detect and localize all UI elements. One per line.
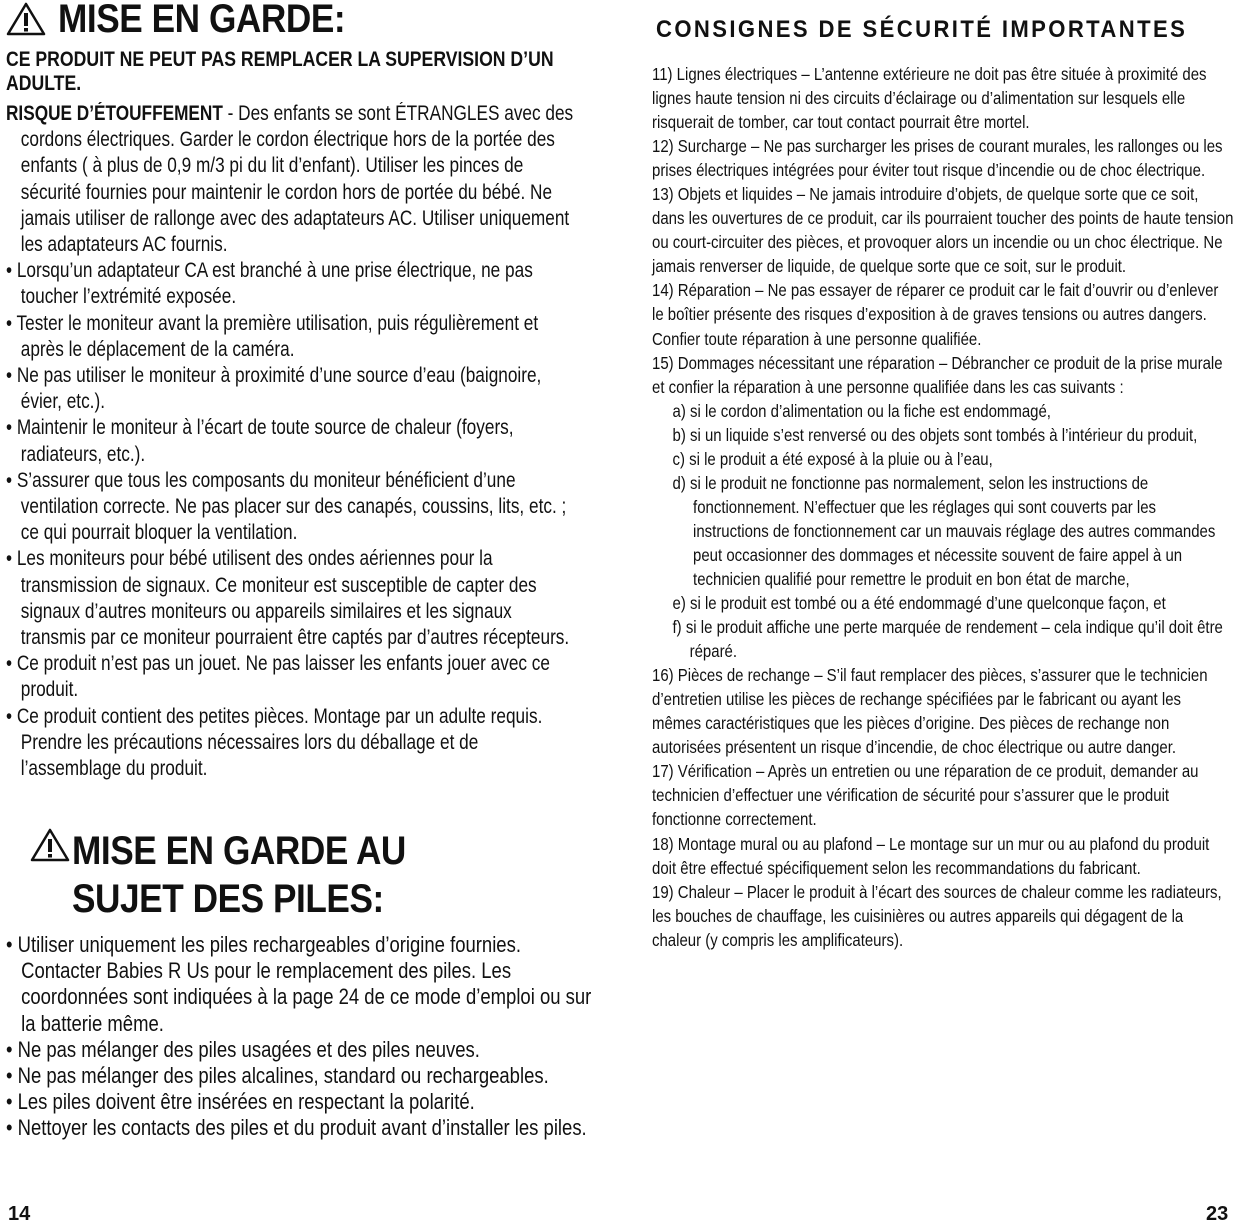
warning-bullet: • Les moniteurs pour bébé utilisent des ondes aériennes pour la transmission de signaux. Ce moniteur est susceptible de capter des signaux d’autres moniteurs ou appareils similaires et les signaux transmis par ce moniteur pourraient être captés par d’autres récepteurs. <box>6 546 580 651</box>
battery-bullet: • Ne pas mélanger des piles usagées et des piles neuves. <box>6 1037 594 1063</box>
instruction-sub-item: f) si le produit affiche une perte marquée de rendement – cela indique qu’il doit être réparé. <box>672 617 1223 662</box>
battery-bullet: • Nettoyer les contacts des piles et du produit avant d’installer les piles. <box>6 1115 594 1141</box>
warning-triangle-icon <box>30 828 70 862</box>
instruction-sub-item: b) si un liquide s’est renversé ou des objets sont tombés à l’intérieur du produit, <box>672 424 1198 445</box>
warning-bullet: • Lorsqu’un adaptateur CA est branché à une prise électrique, ne pas toucher l’extrémité exposée. <box>6 258 580 310</box>
warning-bullet: • Maintenir le moniteur à l’écart de toute source de chaleur (foyers, radiateurs, etc.). <box>6 415 580 467</box>
page-number-left: 14 <box>8 1203 31 1225</box>
instruction-item: 12) Surcharge – Ne pas surcharger les prises de courant murales, les rallonges ou les prises électriques intégrées pour éviter tout risque d’incendie ou de choc électrique. <box>652 136 1223 181</box>
warning-bullet: • Ce produit n’est pas un jouet. Ne pas laisser les enfants jouer avec ce produit. <box>6 651 580 703</box>
warning-bullet: • S’assurer que tous les composants du moniteur bénéficient d’une ventilation correcte. Ne pas placer sur des canapés, coussins, lits, etc. ; ce qui pourrait bloquer la ventilation. <box>6 468 580 547</box>
instruction-item: 17) Vérification – Après un entretien ou une réparation de ce produit, demander au technicien d’effectuer une vérification de sécurité pour s’assurer que le produit fonctionne correctement. <box>652 761 1199 830</box>
warning-lead: CE PRODUIT NE PEUT PAS REMPLACER LA SUPERVISION D’UN ADULTE. <box>6 48 554 95</box>
instruction-item: 18) Montage mural ou au plafond – Le montage sur un mur ou au plafond du produit doit être effectué spécifiquement selon les recommandations du fabricant. <box>652 833 1210 878</box>
battery-warning-heading <box>30 826 451 924</box>
instruction-item: 15) Dommages nécessitant une réparation – Débrancher ce produit de la prise murale et confier la réparation à une personne qualifiée dans les cas suivants : <box>652 352 1223 397</box>
battery-title-line-1: MISE EN GARDE AU <box>72 829 406 873</box>
choking-risk-label: RISQUE D’ÉTOUFFEMENT <box>6 102 223 125</box>
instruction-item: 14) Réparation – Ne pas essayer de réparer ce produit car le fait d’ouvrir ou d’enlever le boîtier présente des risques d’exposition à de graves tensions ou autres dangers. Confier toute réparation à une personne qualifiée. <box>652 280 1219 349</box>
page-number-right: 23 <box>1206 1203 1229 1225</box>
warning-triangle-icon <box>6 2 46 36</box>
battery-bullet: • Ne pas mélanger des piles alcalines, standard ou rechargeables. <box>6 1063 594 1089</box>
battery-warning-list <box>6 932 594 1142</box>
warning-list <box>6 101 580 782</box>
choking-risk-paragraph <box>6 101 580 258</box>
instruction-item: 11) Lignes électriques – L’antenne extérieure ne doit pas être située à proximité des lignes haute tension ni des circuits d’éclairage ou d’alimentation sur lesquels elle risquerait de tomber, car tout contact pourrait être mortel. <box>652 64 1207 133</box>
instruction-sub-item: a) si le cordon d’alimentation ou la fiche est endommagé, <box>672 400 1051 421</box>
warning-title: MISE EN GARDE: <box>58 0 346 41</box>
instruction-item: 19) Chaleur – Placer le produit à l’écart des sources de chaleur comme les radiateurs, les bouches de chauffage, les cuisinières ou autres appareils qui dégagent de la chaleur (y compris les amplificateurs). <box>652 881 1222 950</box>
safety-heading: CONSIGNES DE SÉCURITÉ IMPORTANTES <box>656 16 1188 43</box>
battery-bullet: • Les piles doivent être insérées en respectant la polarité. <box>6 1089 594 1115</box>
safety-instructions <box>652 62 1233 952</box>
warning-bullet: • Ne pas utiliser le moniteur à proximité d’une source d’eau (baignoire, évier, etc.). <box>6 363 580 415</box>
instruction-sub-item: d) si le produit ne fonctionne pas normalement, selon les instructions de fonctionnement. N’effectuer que les réglages qui sont couverts par les instructions de fonctionnement car un mauvais réglage des autres commandes peut occasionner des dommages et nécessite souvent de faire appel à un technicien qualifié pour remettre le produit en bon état de marche, <box>672 472 1216 589</box>
instruction-item: 16) Pièces de rechange – S’il faut remplacer des pièces, s’assurer que le technicien d’entretien utilise les pièces de rechange spécifiées par le fabricant ou ayant les mêmes caractéristiques que les pièces d’origine. Des pièces de rechange non autorisées présentent un risque d’incendie, de choc électrique ou autre danger. <box>652 665 1208 758</box>
battery-title-line-2: SUJET DES PILES: <box>72 877 384 921</box>
battery-warning-title <box>72 826 451 924</box>
choking-risk-text: - Des enfants se sont ÉTRANGLES avec des cordons électriques. Garder le cordon électrique hors de la portée des enfants ( à plus de 0,9 m/3 pi du lit d’enfant). Utiliser les pinces de sécurité fournies pour maintenir le cordon hors de portée du bébé. Ne jamais utiliser de rallonge avec des adaptateurs AC. Utiliser uniquement les adaptateurs AC fournis. <box>20 102 574 257</box>
instruction-sub-item: e) si le produit est tombé ou a été endommagé d’une quelconque façon, et <box>672 593 1166 614</box>
battery-bullet: • Utiliser uniquement les piles rechargeables d’origine fournies. Contacter Babies R Us pour le remplacement des piles. Les coordonnées sont indiquées à la page 24 de ce mode d’emploi ou sur la batterie même. <box>6 932 594 1037</box>
warning-bullet: • Tester le moniteur avant la première utilisation, puis régulièrement et après le déplacement de la caméra. <box>6 311 580 363</box>
right-page <box>652 0 1233 1228</box>
instruction-sub-item: c) si le produit a été exposé à la pluie ou à l’eau, <box>672 448 993 469</box>
warning-bullet: • Ce produit contient des petites pièces. Montage par un adulte requis. Prendre les précautions nécessaires lors du déballage et de l’assemblage du produit. <box>6 704 580 783</box>
left-page <box>6 0 618 1228</box>
warning-heading <box>6 2 384 41</box>
instruction-item: 13) Objets et liquides – Ne jamais introduire d’objets, de quelque sorte que ce soit, dans les ouvertures de ce produit, car ils pourraient toucher des points de haute tension ou court-circuiter des pièces, et provoquer alors un incendie ou un choc électrique. Ne jamais renverser de liquide, de quelque sorte que ce soit, sur le produit. <box>652 184 1233 277</box>
